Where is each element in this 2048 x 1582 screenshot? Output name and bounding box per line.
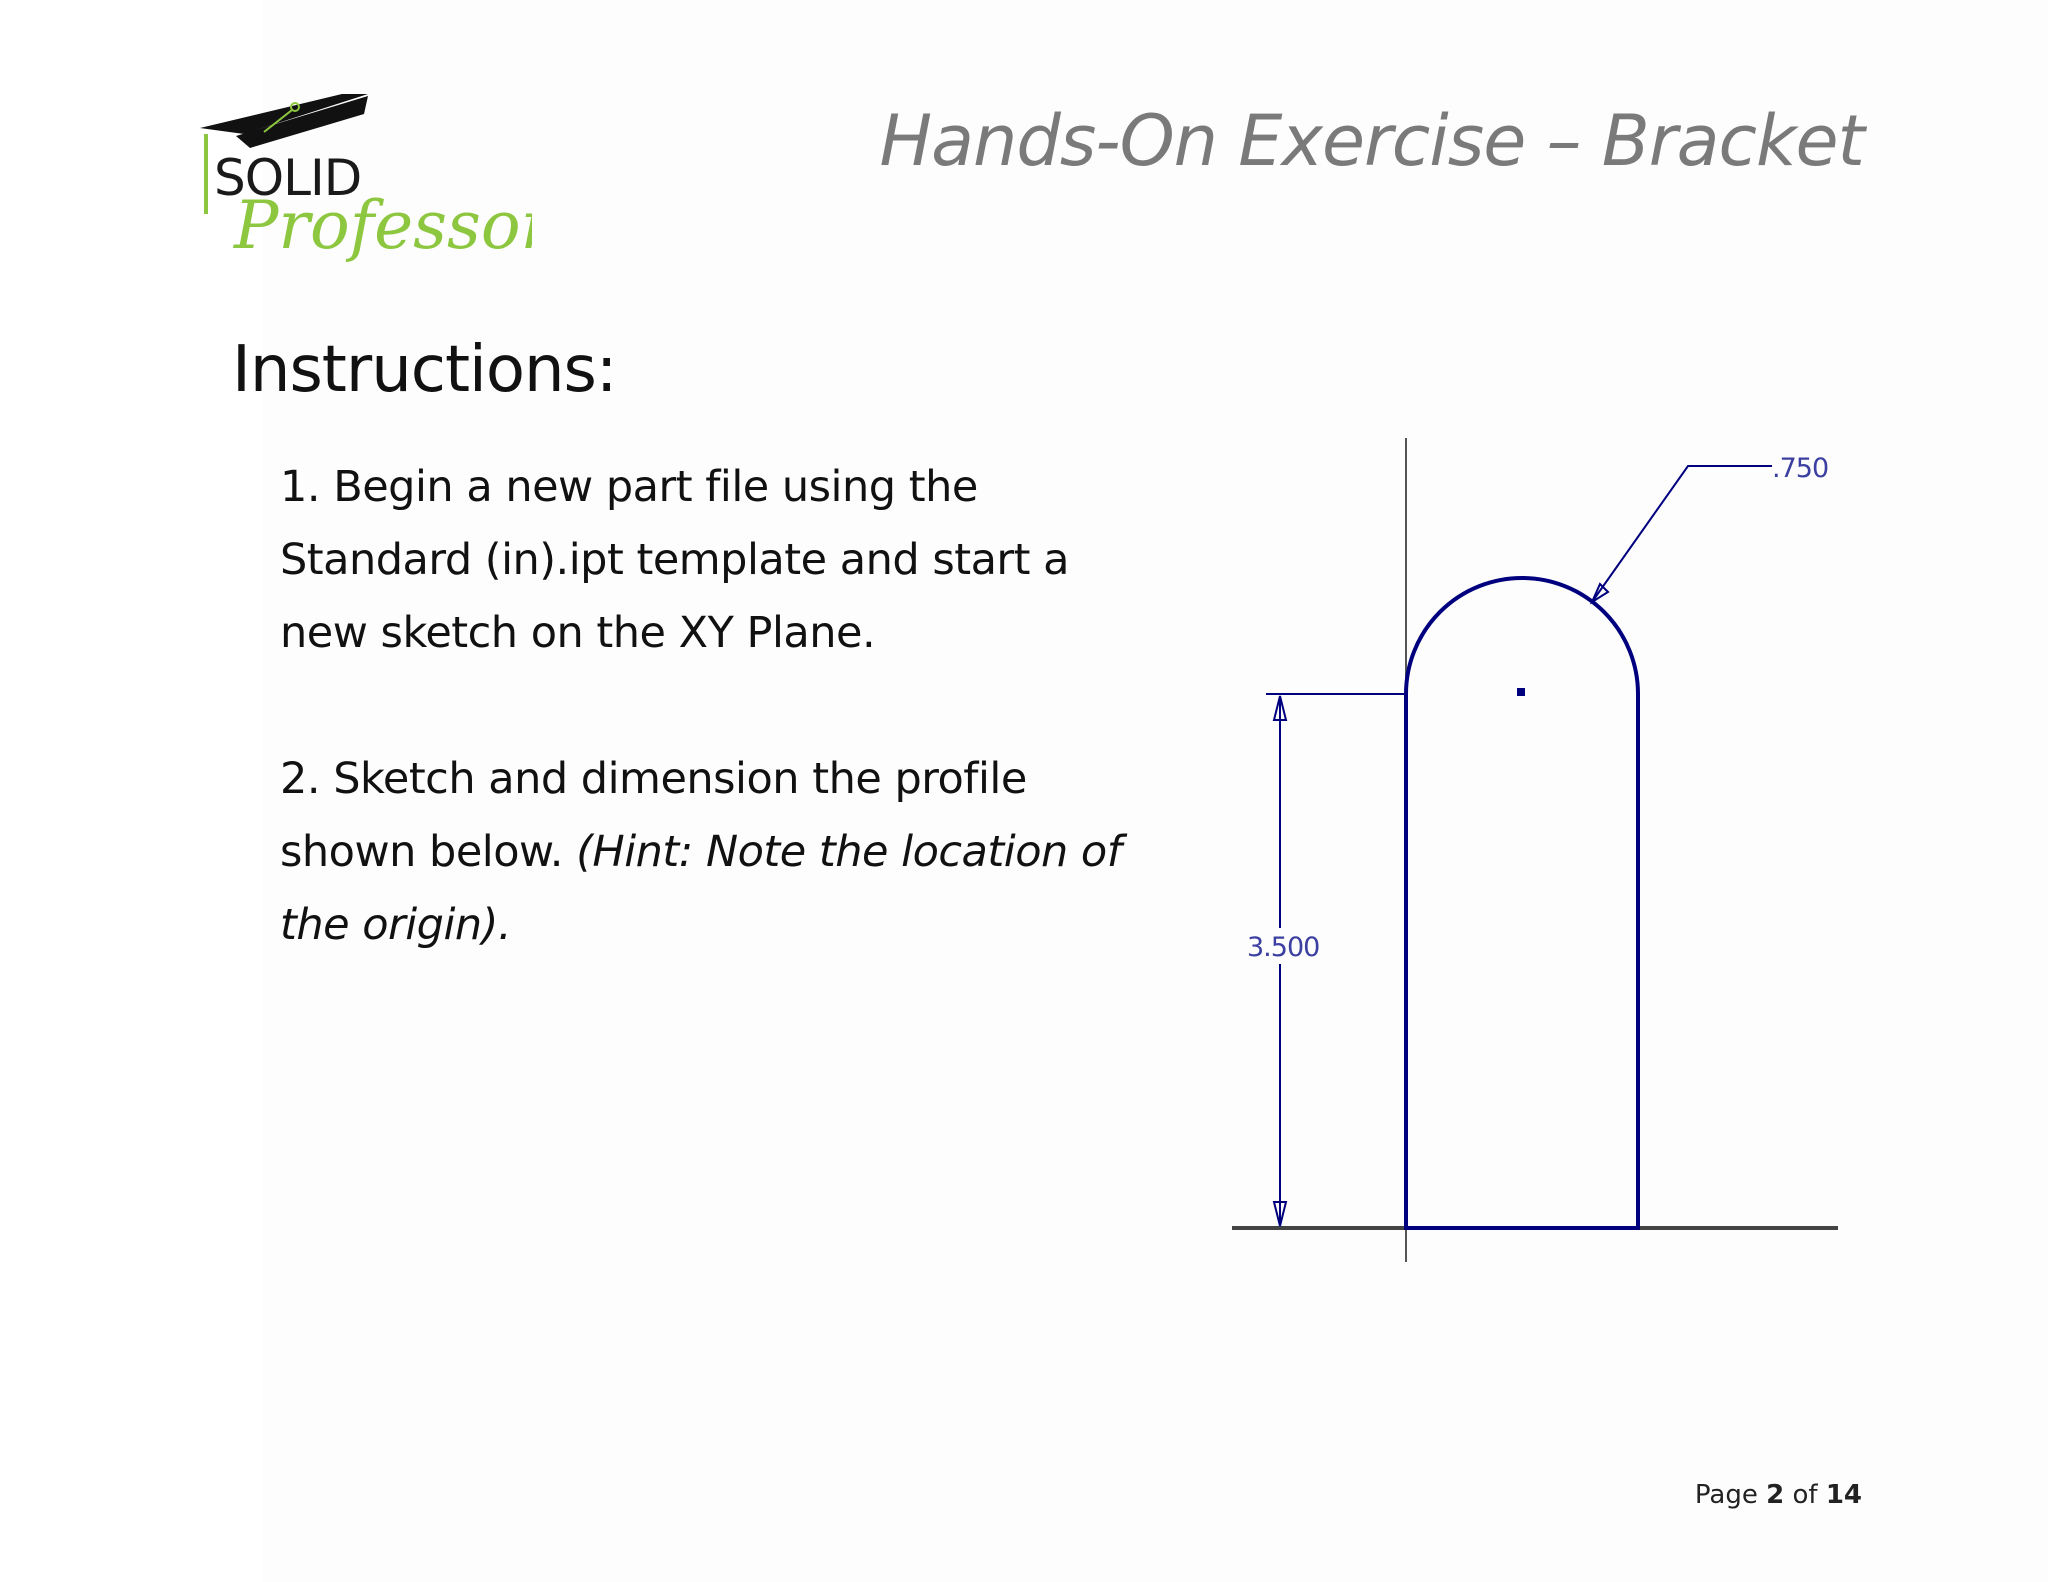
total-page-count: 14 xyxy=(1825,1480,1862,1510)
bracket-sketch xyxy=(1180,420,1880,1280)
current-page-number: 2 xyxy=(1766,1480,1785,1510)
arc-center-point xyxy=(1517,688,1525,696)
step-2 xyxy=(280,743,1160,962)
instructions-heading: Instructions: xyxy=(232,333,617,407)
step-1 xyxy=(280,451,1160,670)
page-footer xyxy=(1695,1480,1862,1510)
solid-professor-logo xyxy=(192,90,532,265)
of-label: of xyxy=(1792,1480,1818,1510)
document-title: Hands-On Exercise – Bracket xyxy=(879,100,1864,182)
bracket-profile xyxy=(1406,578,1638,1228)
step-number: 1. xyxy=(280,462,321,512)
instruction-steps xyxy=(280,451,1160,962)
radius-leader-line xyxy=(1592,466,1772,602)
radius-dimension-label: .750 xyxy=(1772,453,1829,484)
step-text: Begin a new part file using the Standard (in).ipt template and start a new sketch on the XY Plane. xyxy=(280,462,1069,658)
height-dimension-label: 3.500 xyxy=(1247,932,1320,963)
logo-graphic xyxy=(192,90,532,265)
page-label: Page xyxy=(1694,1480,1758,1510)
logo-solid-text: SOLID xyxy=(214,149,362,207)
step-number: 2. xyxy=(280,754,321,804)
logo-professor-text: Professor xyxy=(234,187,532,264)
sketch-drawing xyxy=(1180,420,1880,1280)
step-hint: (Hint: Note the location of the origin). xyxy=(280,827,1122,950)
logo-bar xyxy=(204,134,208,214)
step-text: Sketch and dimension the profile shown below. xyxy=(280,754,1027,877)
